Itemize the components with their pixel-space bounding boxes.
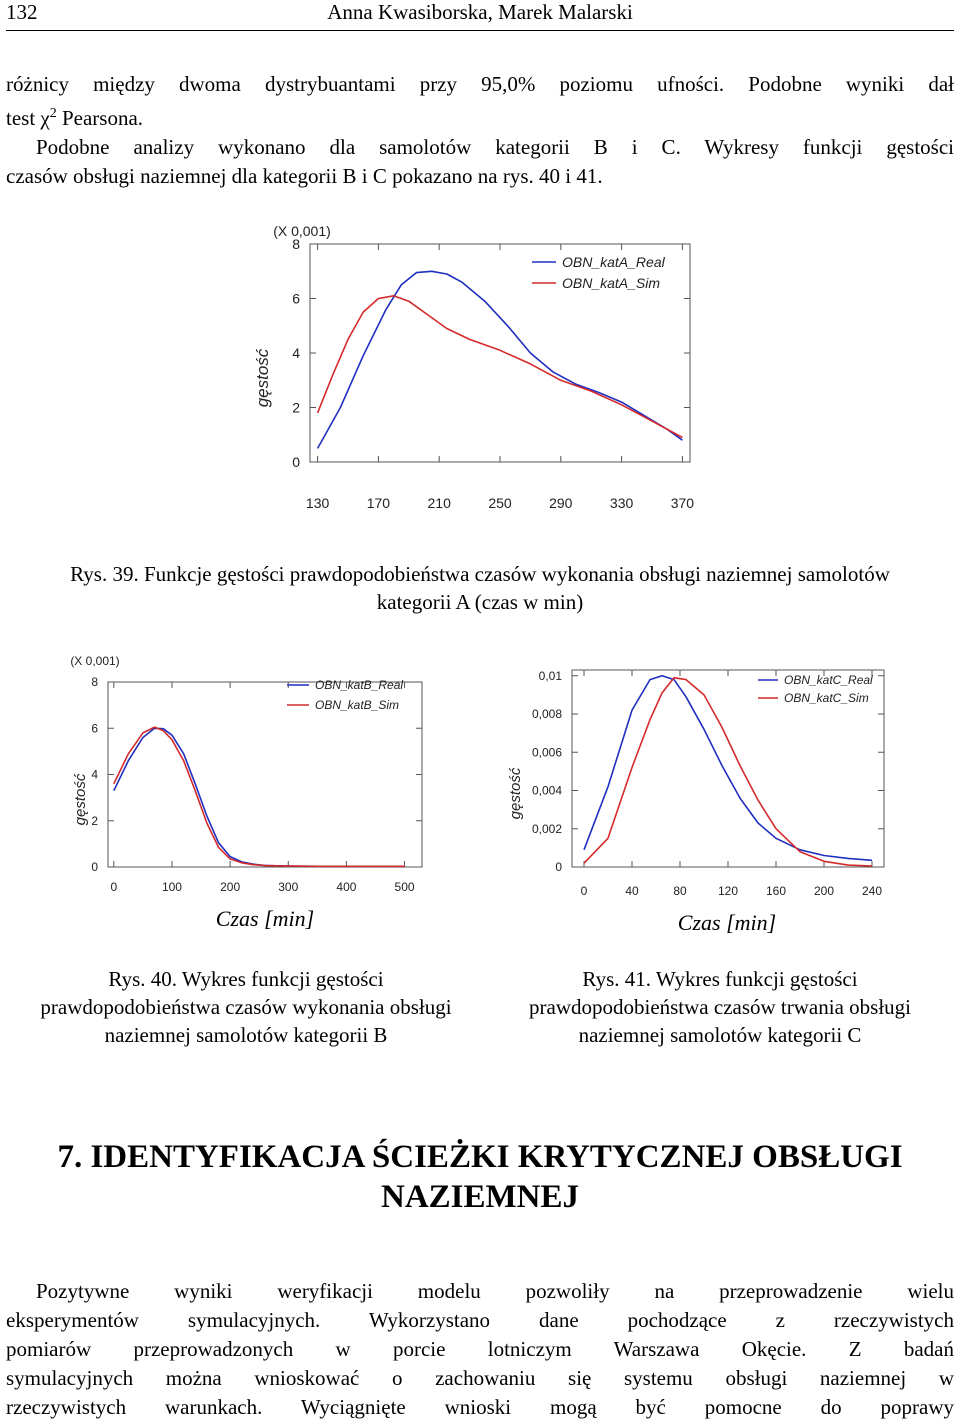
body-line-4: symulacyjnych można wnioskować o zachowaniu się systemu obsługi naziemnej w	[6, 1366, 954, 1390]
fig41-series-sim-line	[584, 678, 872, 866]
figure-41-caption-line-1: Rys. 41. Wykres funkcji gęstości	[582, 967, 858, 991]
fig40-series-sim-line	[114, 727, 405, 866]
figure-41-svg	[500, 645, 895, 905]
fig41-y-tick-label: 0,004	[531, 783, 562, 798]
body-line-2: eksperymentów symulacyjnych. Wykorzystano dane pochodzące z rzeczywistych	[6, 1308, 954, 1332]
intro-line-2a: test χ	[6, 106, 50, 130]
fig40-series-real-line	[114, 728, 405, 866]
intro-line-2b: Pearsona.	[56, 106, 144, 130]
fig41-y-tick-label: 0,006	[531, 745, 562, 760]
intro-paragraph	[6, 70, 954, 191]
figure-39-chart	[240, 218, 710, 533]
fig41-y-tick-label: 0,008	[531, 707, 562, 722]
figure-41-chart	[500, 645, 895, 910]
body-line-1: Pozytywne wyniki weryfikacji modelu pozwoliły na przeprowadzenie wielu	[36, 1279, 954, 1303]
fig41-y-tick-label: 0,002	[531, 821, 562, 836]
fig39-y-tick-label: 8	[292, 235, 300, 252]
running-header-authors: Anna Kwasiborska, Marek Malarski	[327, 0, 633, 24]
figure-39-caption	[6, 560, 954, 616]
figure-40-caption	[6, 965, 486, 1049]
fig40-y-tick-label: 6	[91, 721, 98, 736]
fig39-y-multiplier: (X 0,001)	[273, 223, 331, 239]
section-heading	[0, 1137, 960, 1217]
fig40-x-tick-label: 400	[336, 880, 357, 894]
fig40-y-multiplier: (X 0,001)	[70, 654, 120, 668]
fig40-x-tick-label: 500	[394, 880, 415, 894]
figure-40-caption-line-1: Rys. 40. Wykres funkcji gęstości	[108, 967, 384, 991]
fig40-x-tick-label: 0	[110, 880, 118, 894]
fig39-x-tick-label: 250	[488, 495, 512, 511]
fig40-y-axis-title: gęstość	[72, 773, 89, 826]
fig39-x-tick-label: 370	[670, 495, 695, 511]
fig41-x-tick-label: 240	[861, 884, 883, 898]
figure-41-x-title: Czas [min]	[677, 910, 777, 935]
intro-line-3: Podobne analizy wykonano dla samolotów kategorii B i C. Wykresy funkcji gęstości	[36, 135, 954, 159]
body-line-5: rzeczywistych warunkach. Wyciągnięte wnioski mogą być pomocne do poprawy	[6, 1395, 954, 1419]
fig40-y-tick-label: 2	[91, 813, 98, 828]
fig41-legend-label: OBN_katC_Sim	[784, 691, 869, 706]
fig40-x-tick-label: 300	[278, 880, 299, 894]
fig39-x-tick-label: 130	[305, 495, 330, 511]
section-heading-line-1: 7. IDENTYFIKACJA ŚCIEŻKI KRYTYCZNEJ OBSŁUGI	[57, 1139, 903, 1175]
fig41-x-tick-label: 80	[673, 884, 687, 898]
fig40-x-tick-label: 100	[161, 880, 182, 894]
fig39-x-tick-label: 210	[427, 495, 451, 511]
figure-39-caption-line-1: Rys. 39. Funkcje gęstości prawdopodobieństwa czasów wykonania obsługi naziemnej samolotów	[70, 562, 890, 586]
fig41-x-tick-label: 160	[765, 884, 787, 898]
fig40-y-tick-label: 8	[91, 675, 98, 690]
fig41-legend-label: OBN_katC_Real	[784, 673, 873, 688]
figure-39-svg	[240, 218, 710, 528]
figure-41-caption-line-2: prawdopodobieństwa czasów trwania obsługi	[529, 995, 911, 1019]
figure-41-caption	[486, 965, 954, 1049]
fig39-legend-label: OBN_katA_Real	[562, 253, 665, 270]
section-heading-line-2: NAZIEMNEJ	[380, 1179, 580, 1215]
fig39-x-tick-label: 330	[609, 495, 634, 511]
running-header	[6, 0, 954, 31]
body-line-3: pomiarów przeprowadzonych w porcie lotniczym Warszawa Okęcie. Z badań	[6, 1337, 954, 1361]
fig41-x-tick-label: 120	[717, 884, 739, 898]
fig39-x-tick-label: 290	[549, 495, 573, 511]
fig39-y-axis-title: gęstość	[253, 348, 272, 408]
intro-line-1: różnicy między dwoma dystrybuantami przy 95,0% poziomu ufności. Podobne wyniki dał	[6, 72, 954, 96]
figure-40-x-title: Czas [min]	[215, 906, 315, 931]
fig41-y-tick-label: 0,01	[538, 668, 562, 683]
fig39-y-tick-label: 2	[292, 399, 300, 416]
figure-40-chart	[65, 645, 445, 910]
fig39-y-tick-label: 4	[292, 344, 300, 361]
fig41-x-tick-label: 0	[580, 884, 588, 898]
fig41-y-axis-title: gęstość	[507, 767, 524, 820]
intro-line-2	[6, 99, 954, 133]
figure-40-caption-line-2: prawdopodobieństwa czasów wykonania obsługi	[40, 995, 452, 1019]
chi-exponent: 2	[49, 106, 57, 121]
fig40-legend-label: OBN_katB_Sim	[315, 698, 400, 713]
figure-40-caption-line-3: naziemnej samolotów kategorii B	[104, 1023, 388, 1047]
page-number: 132	[6, 0, 38, 24]
fig41-y-tick-label: 0	[555, 860, 562, 875]
body-paragraph	[6, 1277, 954, 1422]
fig39-y-tick-label: 6	[292, 290, 300, 307]
fig40-y-tick-label: 4	[91, 767, 98, 782]
fig39-legend-label: OBN_katA_Sim	[562, 274, 661, 291]
fig39-series-real-line	[318, 271, 683, 448]
fig40-x-tick-label: 200	[220, 880, 241, 894]
fig39-x-tick-label: 170	[366, 495, 391, 511]
figure-41-caption-line-3: naziemnej samolotów kategorii C	[578, 1023, 862, 1047]
intro-line-4: czasów obsługi naziemnej dla kategorii B i C pokazano na rys. 40 i 41.	[6, 164, 603, 188]
figure-40-svg	[65, 645, 445, 905]
fig40-y-tick-label: 0	[91, 860, 98, 875]
fig40-legend-label: OBN_katB_Real	[315, 678, 404, 693]
figure-39-caption-line-2: kategorii A (czas w min)	[376, 590, 584, 614]
fig39-y-tick-label: 0	[292, 453, 300, 470]
fig41-x-tick-label: 200	[813, 884, 835, 898]
fig41-x-tick-label: 40	[625, 884, 639, 898]
